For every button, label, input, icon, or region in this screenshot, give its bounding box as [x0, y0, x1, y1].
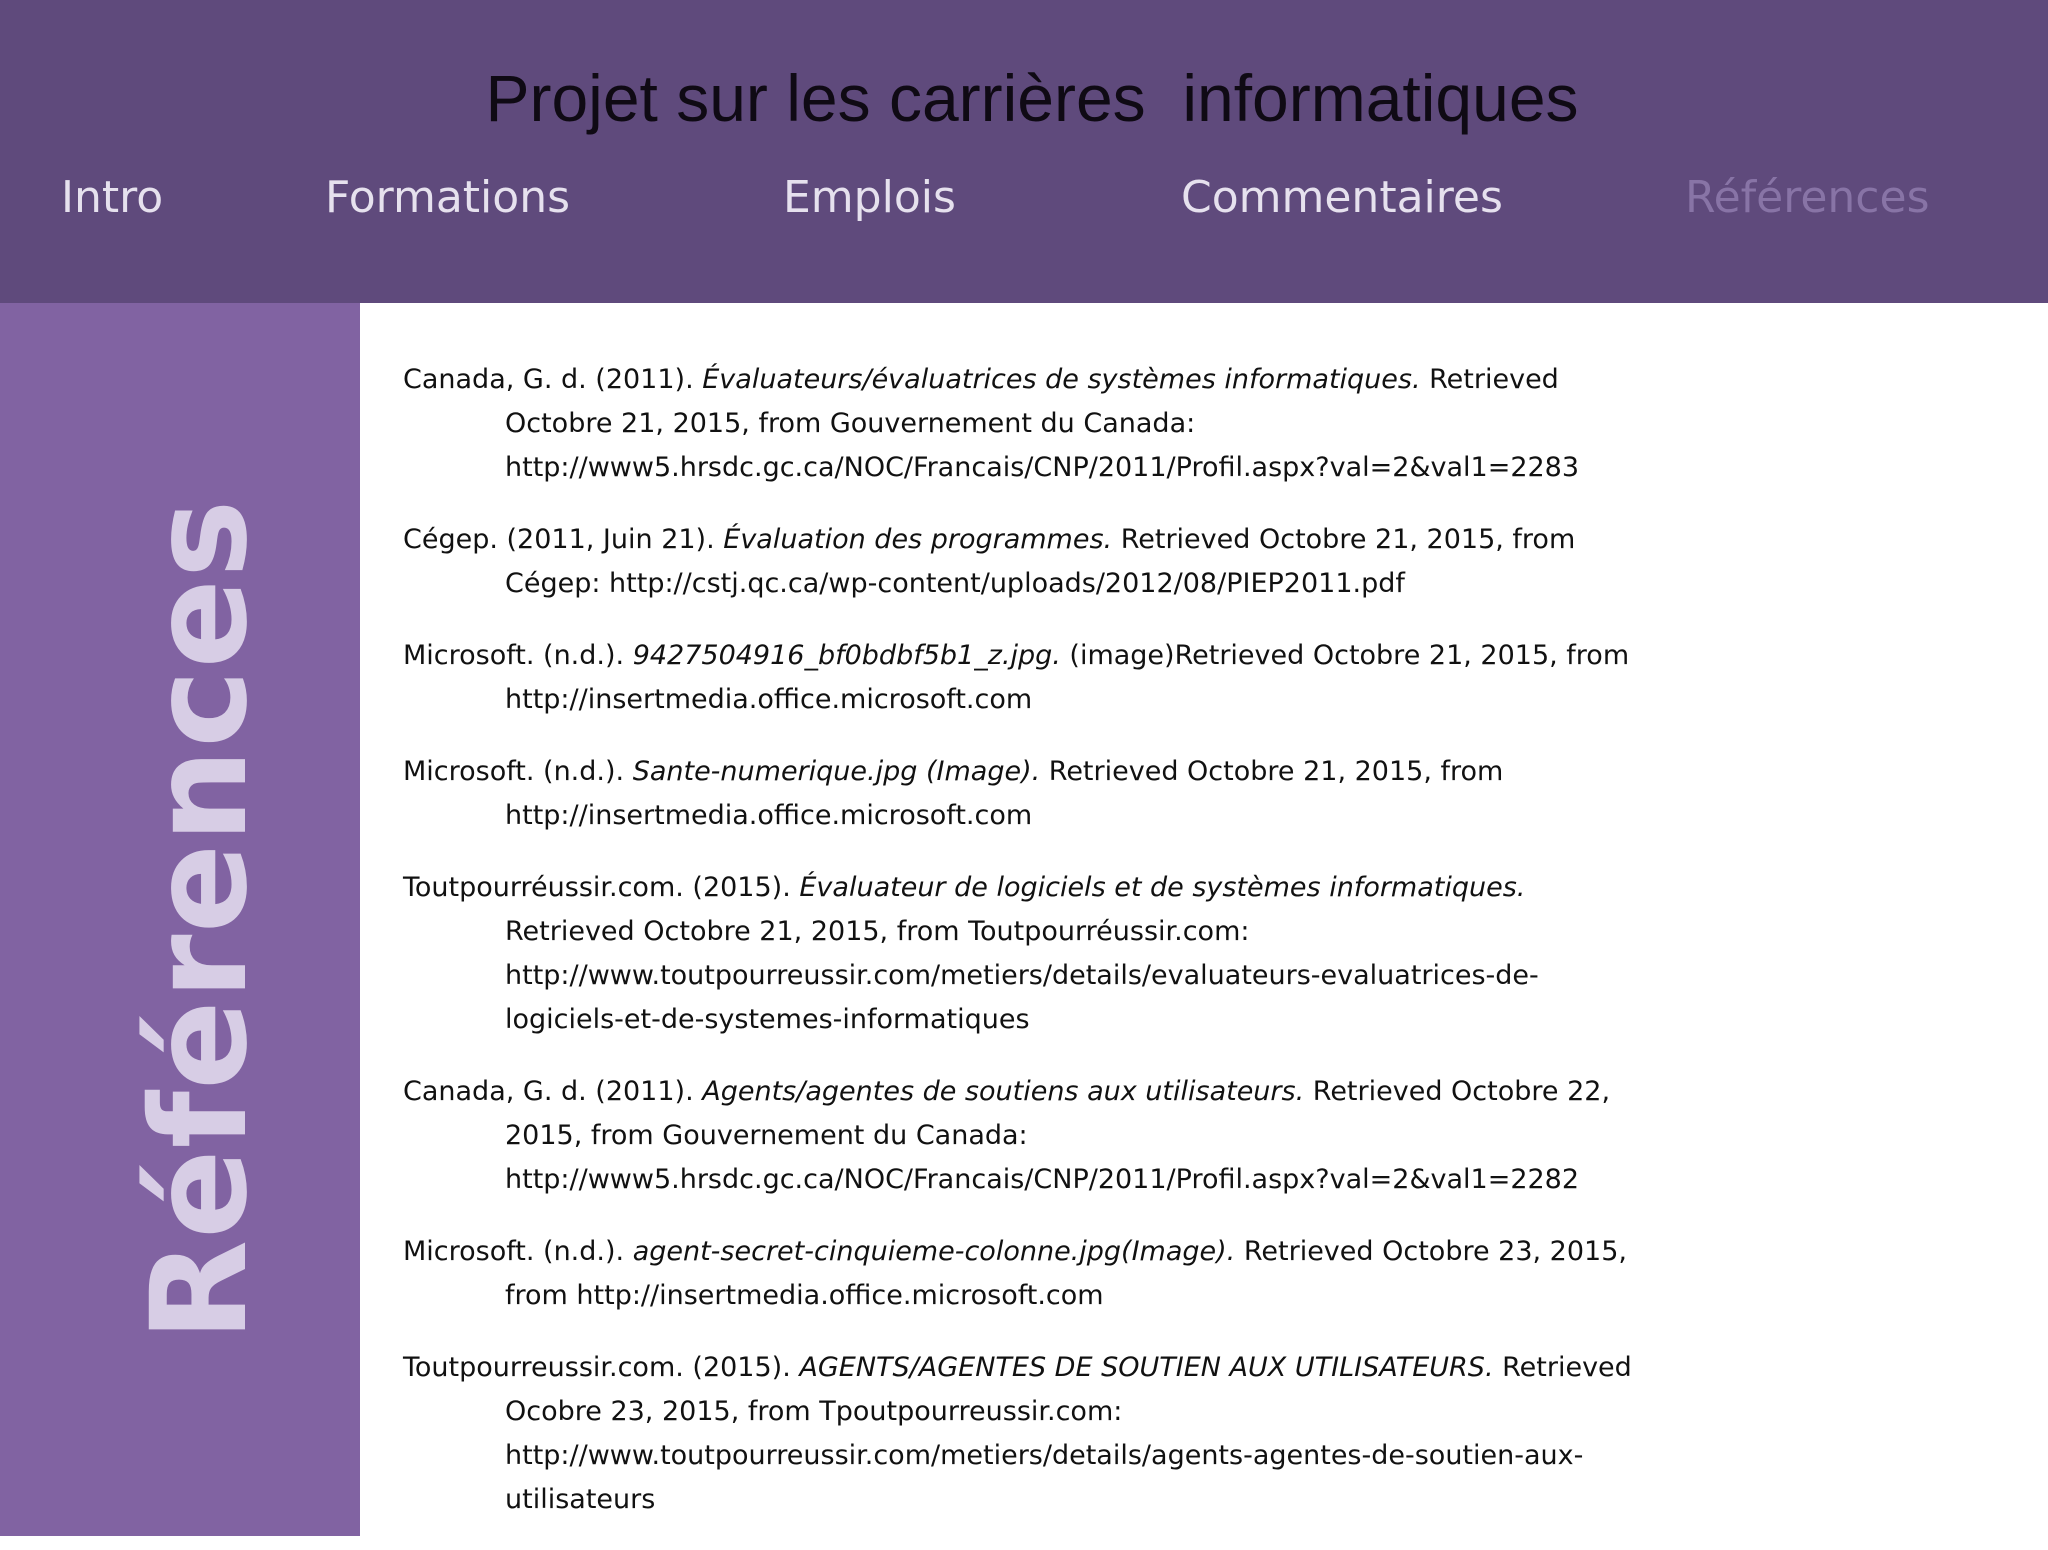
reference-prefix: Canada, G. d. (2011). [403, 364, 703, 395]
reference-prefix: Toutpourreussir.com. (2015). [403, 1352, 800, 1383]
header-bar [0, 0, 2048, 303]
nav-references[interactable]: Références [1685, 172, 1930, 223]
reference-entry [403, 866, 1653, 1042]
reference-suffix: (image)Retrieved Octobre 21, 2015, from http://insertmedia.office.microsoft.com [505, 640, 1630, 715]
reference-entry [403, 634, 1653, 722]
nav-formations[interactable]: Formations [325, 172, 571, 223]
page-title: Projet sur les carrières informatiques [485, 61, 1579, 135]
reference-title: agent-secret-cinquieme-colonne.jpg(Image). [632, 1236, 1236, 1267]
nav-commentaires[interactable]: Commentaires [1181, 172, 1503, 223]
reference-prefix: Toutpourréussir.com. (2015). [403, 872, 800, 903]
reference-title: Agents/agentes de soutiens aux utilisateurs. [702, 1076, 1305, 1107]
reference-title: AGENTS/AGENTES DE SOUTIEN AUX UTILISATEURS. [799, 1352, 1494, 1383]
reference-suffix: Retrieved Octobre 23, 2015, from http://insertmedia.office.microsoft.com [505, 1236, 1627, 1311]
reference-title: Évaluateur de logiciels et de systèmes informatiques. [799, 872, 1526, 903]
reference-entry [403, 1346, 1653, 1522]
reference-title: 9427504916_bf0bdbf5b1_z.jpg. [632, 640, 1061, 671]
reference-suffix: Retrieved Octobre 22, 2015, from Gouvernement du Canada: http://www5.hrsdc.gc.ca/NOC/Francais/CNP/2011/Profil.aspx?val=2&val1=2282 [505, 1076, 1611, 1195]
reference-entry [403, 750, 1653, 838]
reference-prefix: Microsoft. (n.d.). [403, 1236, 633, 1267]
reference-title: Évaluateurs/évaluatrices de systèmes informatiques. [702, 364, 1421, 395]
reference-suffix: Retrieved Octobre 21, 2015, from Cégep: http://cstj.qc.ca/wp-content/uploads/2012/08/PIEP2011.pdf [505, 524, 1576, 599]
sidebar-title: Références [123, 498, 277, 1342]
nav-intro[interactable]: Intro [61, 172, 164, 223]
reference-suffix: Retrieved Octobre 21, 2015, from Toutpourréussir.com: http://www.toutpourreussir.com/metiers/details/evaluateurs-evaluatrices-de-logiciels-et-de-systemes-informatiques [505, 916, 1539, 1035]
reference-list [403, 358, 1653, 1550]
reference-prefix: Canada, G. d. (2011). [403, 1076, 703, 1107]
reference-entry [403, 518, 1653, 606]
reference-suffix: Retrieved Ocobre 23, 2015, from Tpoutpourreussir.com: http://www.toutpourreussir.com/metiers/details/agents-agentes-de-soutien-aux-utilisateurs [505, 1352, 1632, 1515]
reference-entry [403, 358, 1653, 490]
nav-emplois[interactable]: Emplois [783, 172, 956, 223]
reference-suffix: Retrieved Octobre 21, 2015, from http://insertmedia.office.microsoft.com [505, 756, 1504, 831]
reference-prefix: Microsoft. (n.d.). [403, 756, 633, 787]
reference-prefix: Cégep. (2011, Juin 21). [403, 524, 724, 555]
reference-entry [403, 1070, 1653, 1202]
reference-title: Évaluation des programmes. [723, 524, 1113, 555]
reference-title: Sante-numerique.jpg (Image). [632, 756, 1041, 787]
reference-entry [403, 1230, 1653, 1318]
reference-prefix: Microsoft. (n.d.). [403, 640, 633, 671]
reference-suffix: Retrieved Octobre 21, 2015, from Gouvernement du Canada: http://www5.hrsdc.gc.ca/NOC/Francais/CNP/2011/Profil.aspx?val=2&val1=2283 [505, 364, 1580, 483]
